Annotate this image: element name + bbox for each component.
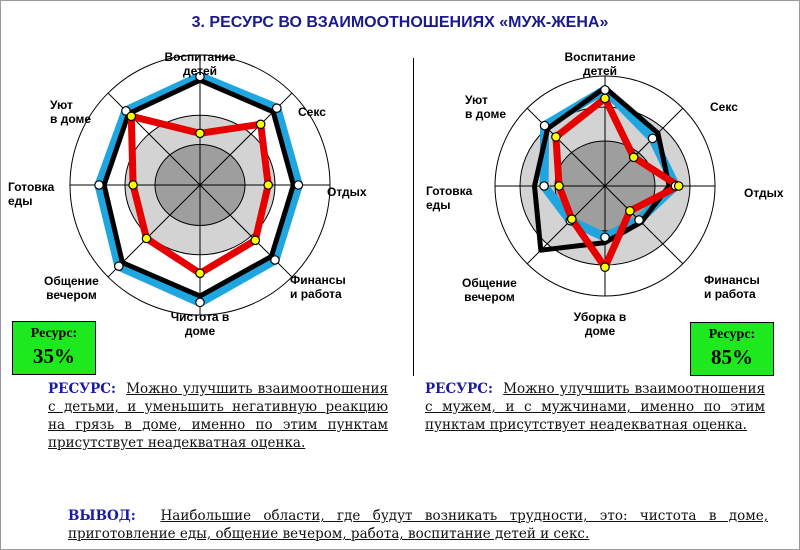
axis-label-sex: Секс [710,100,738,114]
data-point-cyan [294,181,302,189]
axis-label-cooking: Готовка еды [426,184,473,212]
data-point-red [555,182,563,190]
vertical-divider [413,58,414,376]
resource-text: Можно улучшить взаимоотношения с детьми, и уменьшить негативную реакцию на грязь в доме, именно по этим пунктам присутствует неадекватная оценка. [48,381,388,451]
resource-label: Ресурс: [708,327,756,342]
resource-box-left [12,321,96,375]
data-point-red [129,181,137,189]
data-point-cyan [540,121,548,129]
resource-note-right [425,380,765,434]
axis-label-rest: Отдых [327,185,367,199]
resource-box-right [690,322,774,376]
data-point-red [257,120,265,128]
axis-label-comfort: Уют в доме [50,98,92,126]
conclusion-note [68,507,768,543]
axis-label-finance: Финансы и работа [290,273,346,301]
axis-label-cleaning: Уборка в доме [573,310,627,338]
axis-label-upbringing: Воспитание детей [164,50,236,78]
data-point-red [142,234,150,242]
data-point-cyan [95,181,103,189]
data-point-cyan [648,134,656,142]
axis-label-finance: Финансы и работа [704,273,760,301]
data-point-cyan [635,216,643,224]
axis-label-upbringing: Воспитание детей [564,50,636,78]
conclusion-text: Наибольшие области, где будут возникать трудности, это: чистота в доме, приготовление еды, общение вечером, работа, воспитание детей и секс. [68,508,768,542]
data-point-red [601,94,609,102]
data-point-cyan [601,233,609,241]
axis-label-cleanliness: Чистота в доме [170,310,230,338]
data-point-red [251,236,259,244]
data-point-red [675,182,683,190]
resource-keyword: РЕСУРС: [48,381,117,397]
resource-note-left [48,380,388,452]
resource-keyword: РЕСУРС: [425,381,494,397]
conclusion-keyword: ВЫВОД: [68,508,136,524]
data-point-red [601,263,609,271]
data-point-red [568,215,576,223]
axis-label-sex: Секс [298,105,326,119]
axis-label-comfort: Уют в доме [465,93,507,121]
data-point-red [630,153,638,161]
resource-label: Ресурс: [30,326,78,341]
axis-label-evening-talk: Общение вечером [462,276,517,304]
data-point-red [552,133,560,141]
data-point-red [264,181,272,189]
data-point-cyan [196,298,204,306]
axis-label-rest: Отдых [744,186,784,200]
resource-value: 35% [33,344,75,368]
axis-label-evening-talk: Общение вечером [44,274,99,302]
data-point-red [626,207,634,215]
data-point-cyan [271,256,279,264]
data-point-cyan [115,262,123,270]
data-point-cyan [273,104,281,112]
data-point-red [196,269,204,277]
resource-value: 85% [711,345,753,369]
resource-text: Можно улучшить взаимоотношения с мужем, и с мужчинами, именно по этим пунктам присутствует неадекватная оценка. [425,381,765,433]
data-point-red [127,112,135,120]
data-point-cyan [601,86,609,94]
page-title: 3. РЕСУРС ВО ВЗАИМООТНОШЕНИЯХ «МУЖ-ЖЕНА» [191,14,609,31]
data-point-red [196,129,204,137]
data-point-cyan [540,182,548,190]
axis-label-cooking: Готовка еды [8,180,55,208]
